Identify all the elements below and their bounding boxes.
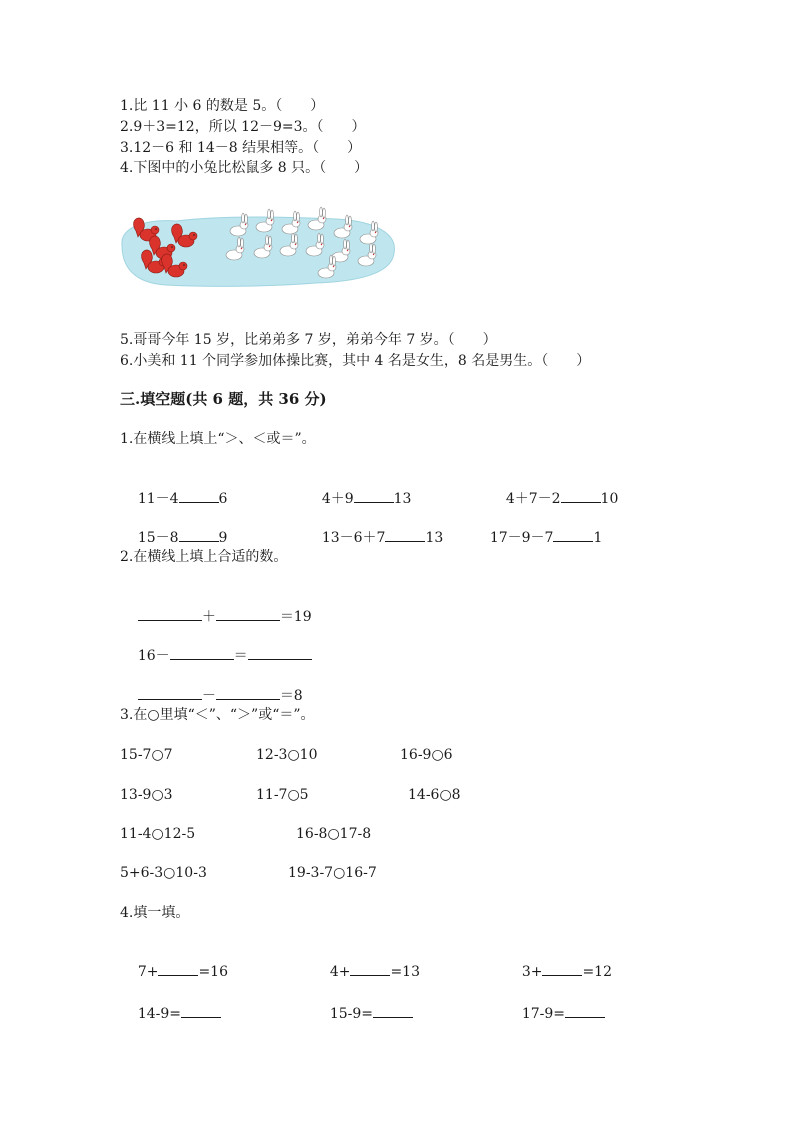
answer-blank[interactable]	[216, 685, 280, 700]
p4-item: 17-9=	[504, 985, 605, 1041]
squirrels-rabbits-illustration	[116, 205, 398, 291]
answer-blank[interactable]	[373, 1003, 413, 1018]
problem-1-prompt: 1.在横线上填上“＞、＜或＝”。	[120, 431, 316, 447]
p4-item: 3+ =12	[504, 943, 612, 999]
judge-question-6: 6.小美和 11 个同学参加体操比赛，其中 4 名是女生，8 名是男生。（ ）	[120, 353, 591, 369]
p3-item[interactable]: 12-3○10	[256, 747, 318, 763]
answer-blank[interactable]	[565, 1003, 605, 1018]
answer-blank[interactable]	[179, 488, 219, 503]
p2-equation-2: 16－ ＝	[120, 627, 312, 683]
answer-blank[interactable]	[216, 606, 280, 621]
p3-item[interactable]: 11-7○5	[256, 787, 309, 803]
p1-item: 4＋7－2 10	[488, 470, 618, 526]
p3-item[interactable]: 16-8○17-8	[296, 826, 372, 842]
judge-question-5: 5.哥哥今年 15 岁，比弟弟多 7 岁，弟弟今年 7 岁。（ ）	[120, 332, 497, 348]
p4-item: 15-9=	[312, 985, 413, 1041]
p2-equation-3: － ＝8	[120, 667, 303, 723]
answer-blank[interactable]	[179, 527, 219, 542]
p3-item[interactable]: 15-7○7	[120, 747, 173, 763]
answer-blank[interactable]	[354, 488, 394, 503]
answer-blank[interactable]	[385, 527, 425, 542]
answer-blank[interactable]	[350, 961, 390, 976]
judge-question-4: 4.下图中的小兔比松鼠多 8 只。（ ）	[120, 160, 369, 176]
answer-blank[interactable]	[542, 961, 582, 976]
p4-item: 4+ =13	[312, 943, 420, 999]
answer-blank[interactable]	[170, 645, 234, 660]
answer-blank[interactable]	[553, 527, 593, 542]
p1-item: 13－6＋7 13	[304, 509, 443, 565]
p3-item[interactable]: 14-6○8	[408, 787, 461, 803]
p3-item[interactable]: 16-9○6	[400, 747, 453, 763]
section-title: 三.填空题(共 6 题，共 36 分)	[120, 390, 327, 408]
judge-question-2: 2.9＋3=12，所以 12－9=3。（ ）	[120, 119, 366, 135]
p1-item: 4＋9 13	[304, 470, 411, 526]
problem-4-prompt: 4.填一填。	[120, 905, 190, 921]
judge-question-3: 3.12－6 和 14－8 结果相等。（ ）	[120, 140, 362, 156]
p1-item: 11－4 6	[120, 470, 227, 526]
p4-item: 14-9=	[120, 985, 221, 1041]
answer-blank[interactable]	[138, 606, 202, 621]
answer-blank[interactable]	[561, 488, 601, 503]
p3-item[interactable]: 13-9○3	[120, 787, 173, 803]
answer-blank[interactable]	[138, 685, 202, 700]
answer-blank[interactable]	[248, 645, 312, 660]
problem-2-prompt: 2.在横线上填上合适的数。	[120, 549, 288, 565]
judge-question-1: 1.比 11 小 6 的数是 5。（ ）	[120, 98, 325, 114]
answer-blank[interactable]	[158, 961, 198, 976]
answer-blank[interactable]	[181, 1003, 221, 1018]
p3-item[interactable]: 19-3-7○16-7	[288, 865, 377, 881]
p2-equation-1: ＋ ＝19	[120, 588, 312, 644]
p1-item: 15－8 9	[120, 509, 227, 565]
p1-item: 17－9－7 1	[472, 509, 602, 565]
problem-3-prompt: 3.在○里填“＜”、“＞”或“＝”。	[120, 707, 315, 723]
p4-item: 7+ =16	[120, 943, 228, 999]
p3-item[interactable]: 11-4○12-5	[120, 826, 196, 842]
p3-item[interactable]: 5+6-3○10-3	[120, 865, 207, 881]
